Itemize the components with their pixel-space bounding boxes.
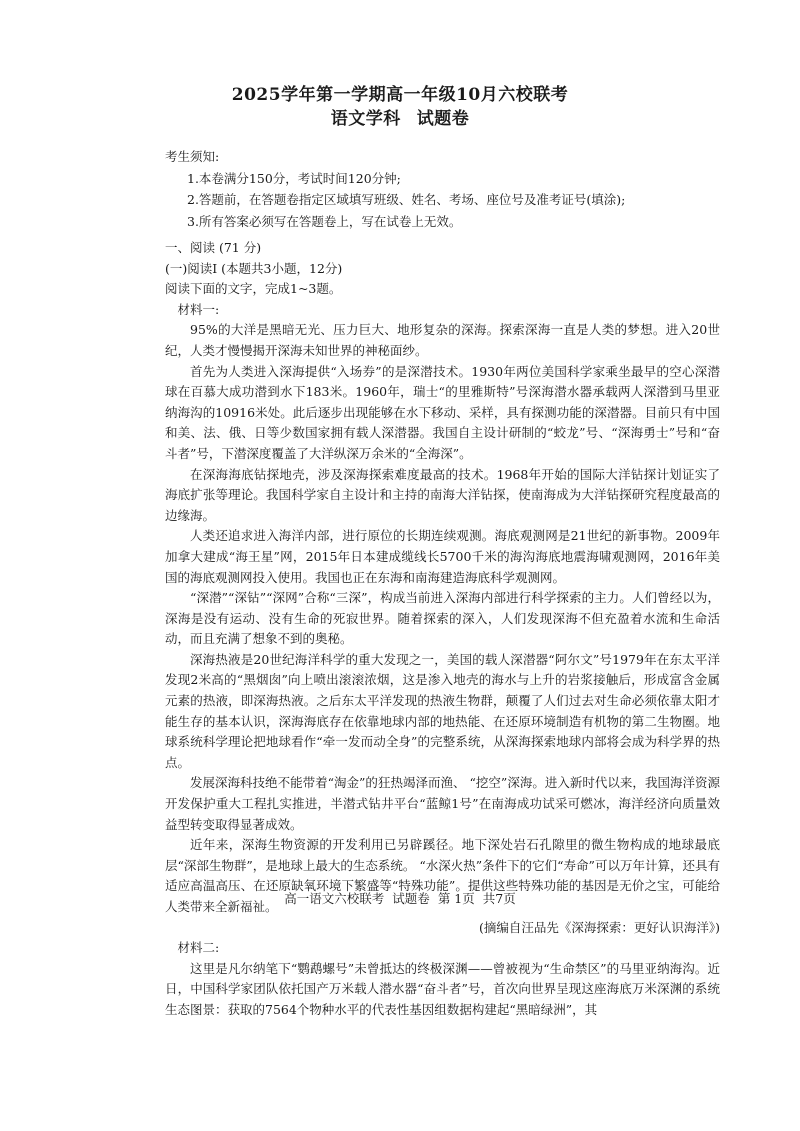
material-label: 材料一: bbox=[177, 301, 220, 317]
subject-label: 语文学科 bbox=[330, 109, 401, 129]
footer-paper: 试题卷 bbox=[392, 891, 430, 906]
instruction: 阅读下面的文字，完成1~3题。 bbox=[165, 281, 342, 297]
paragraph: 95%的大洋是黑暗无光、压力巨大、地形复杂的深海。探索深海一直是人类的梦想。进入20世纪，人类才慢慢揭开深海未知世界的神秘面纱。 bbox=[165, 322, 720, 358]
paragraph: “深潜”“深钻”“深网”合称“三深”，构成当前进入深海内部进行科学探索的主力。人们曾经以为，深海是没有运动、没有生命的死寂世界。随着探索的深入，人们发现深海不但充盈着水流和生命活动，而且充满了想象不到的奥秘。 bbox=[165, 590, 720, 647]
exam-title: 2025学年第一学期高一年级10月六校联考 bbox=[231, 85, 569, 105]
paper-label: 试题卷 bbox=[416, 109, 470, 129]
paragraph: 近年来，深海生物资源的开发利用已另辟蹊径。地下深处岩石孔隙里的微生物构成的地球最底层“深部生物群”，是地球上最大的生态系统。 “水深火热”条件下的它们“寿命”可以万年计算，还具有适应高温高压、在还原缺氧环境下繁盛等“特殊功能”。提供这些特殊功能的基因是无价之宝，可能给人类带来全新福祉。 bbox=[165, 837, 720, 914]
notice-heading: 考生须知: bbox=[165, 149, 220, 164]
part-title: 一、阅读 (71 分) bbox=[165, 240, 262, 255]
footer-page: 第 1页 bbox=[437, 891, 475, 906]
paragraph: 发展深海科技绝不能带着“淘金”的狂热竭泽而渔、 “挖空”深海。进入新时代以来，我国海洋资源开发保护重大工程扎实推进，半潜式钻井平台“蓝鲸1号”在南海成功试采可燃冰，海洋经济向质量效益型转变取得显著成效。 bbox=[165, 775, 720, 832]
notice-item: 3.所有答案必须写在答题卷上，写在试卷上无效。 bbox=[187, 213, 462, 229]
paragraph: 首先为人类进入深海提供“入场券”的是深潜技术。1930年两位美国科学家乘坐最早的空心深潜球在百慕大成功潜到水下183米。1960年，瑞士“的里雅斯特”号深海潜水器承载两人深潜到马里亚纳海沟的10916米处。此后逐步出现能够在水下移动、采样，具有探测功能的深潜器。目前只有中国和美、法、俄、日等少数国家拥有载人深潜器。我国自主设计研制的“蛟龙”号、“深海勇士”号和“奋斗者”号，下潜深度覆盖了大洋纵深万余米的“全海深”。 bbox=[165, 363, 720, 461]
paragraph: 在深海海底钻探地壳，涉及深海探索难度最高的技术。1968年开始的国际大洋钻探计划证实了海底扩张等理论。我国科学家自主设计和主持的南海大洋钻探，使南海成为大洋钻探研究程度最高的边缘海。 bbox=[165, 466, 720, 523]
footer-exam: 高一语文六校联考 bbox=[284, 891, 385, 906]
page-footer bbox=[0, 889, 800, 907]
source-citation: (摘编自汪品先《深海探索：更好认识海洋》) bbox=[478, 919, 720, 935]
exam-subtitle bbox=[0, 104, 800, 129]
candidate-notice bbox=[165, 146, 745, 232]
material-label: 材料二: bbox=[177, 940, 220, 956]
sub-title: (一)阅读Ⅰ (本题共3小题，12分) bbox=[165, 260, 343, 276]
paragraph: 人类还追求进入海洋内部，进行原位的长期连续观测。海底观测网是21世纪的新事物。2009年加拿大建成“海王星”网，2015年日本建成缆线长5700千米的海沟海底地震海啸观测网，2016年美国的海底观测网投入使用。我国也正在东海和南海建造海底科学观测网。 bbox=[165, 528, 720, 585]
paragraph: 这里是凡尔纳笔下“鹦鹉螺号”未曾抵达的终极深渊——曾被视为“生命禁区”的马里亚纳海沟。近日，中国科学家团队依托国产万米载人潜水器“奋斗者”号，首次向世界呈现这座海底万米深渊的系统生态图景：获取的7564个物种水平的代表性基因组数据构建起“黑暗绿洲”，其 bbox=[165, 960, 720, 1017]
paragraph: 深海热液是20世纪海洋科学的重大发现之一，美国的载人深潜器“阿尔文”号1979年在东太平洋发现2米高的“黑烟囱”向上喷出滚滚浓烟，这是渗入地壳的海水与上升的岩浆接触后，形成富含金属元素的热液，即深海热液。之后东太平洋发现的热液生物群，颠覆了人们过去对生命必须依靠太阳才能生存的基本认识，深海海底存在依靠地球内部的地热能、在还原环境制造有机物的第二生物圈。地球系统科学理论把地球看作“牵一发而动全身”的完整系统，从深海探索地球内部将会成为科学界的热点。 bbox=[165, 651, 720, 770]
footer-total: 共7页 bbox=[482, 891, 516, 906]
notice-item: 2.答题前，在答题卷指定区域填写班级、姓名、考场、座位号及准考证号(填涂); bbox=[187, 192, 626, 207]
notice-item: 1.本卷满分150分，考试时间120分钟; bbox=[187, 170, 401, 186]
